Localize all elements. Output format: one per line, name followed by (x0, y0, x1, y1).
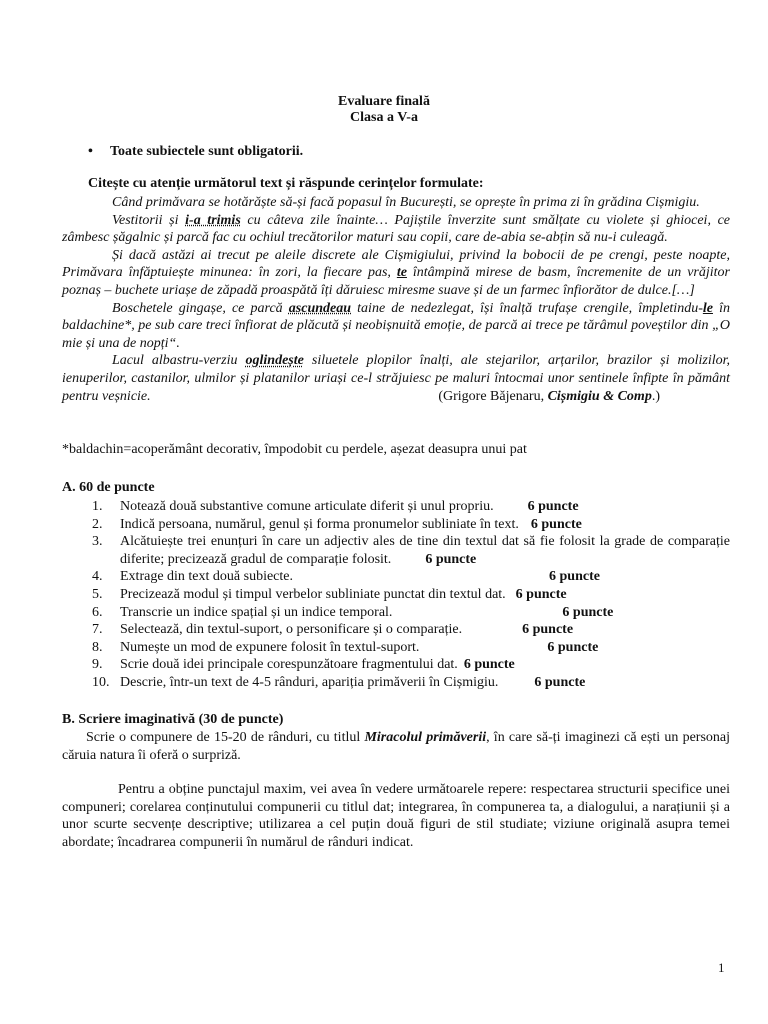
section-a-list (92, 498, 730, 692)
text-paragraph-5: Lacul albastru-verziu oglindește siluetele plopilor înalți, ale stejarilor, arțarilor, brazilor și molizilor, ienuperilor, castanilor, ulmilor și platanilor uriași ce-l străjuiesc pe maluri întocmai unor sentinele înfipte în pământ pentru veșnicie. (Grigore Băjenaru, Cișmigiu & Comp.) (62, 353, 730, 404)
text-paragraph-4: Boschetele gingașe, ce parcă ascundeau taine de nedezlegat, își înalță trufașe crengile, împletindu-le în baldachine*, pe sub care treci înfiorat de plăcută și neobișnuită emoție, de parcă ai trece pe tărâmul poveștilor din „O mie și una de nopți“. (62, 300, 730, 351)
underlined-verb: ascundeau (288, 300, 352, 316)
text-paragraph-2: Vestitorii și i-a trimis cu câteva zile înainte… Pajiștile înverzite sunt smălțate cu violete și ghiocei, ce zâmbesc șăgalnic și parcă fac cu ochiul trecătorilor maturi sau copii, care de-abia se-abțin să nu-i culeagă. (62, 212, 730, 246)
document-title: Evaluare finală (338, 94, 430, 109)
section-b-criteria: Pentru a obține punctajul maxim, vei avea în vedere următoarele repere: respectarea structurii specifice unei compuneri; corelarea conținutului compunerii cu titlul dat; integrarea, în compunerea ta, a dialogului, a narațiunii și a unor scurte secvențe descriptive; utilizarea a cel puțin două figuri de stil studiate; viziune originală asupra temei abordate; încadrarea compunerii în numărul de rânduri indicat. (62, 782, 730, 850)
text-paragraph-3: Și dacă astăzi ai trecut pe aleile discrete ale Cișmigiului, privind la bobocii de pe crengi, peste noapte, Primăvara înfăptuiește minunea: în zori, la fiecare pas, te întâmpină mirese de basm, încremenite de un vrăjitor poznaș – buchete uriașe de zăpadă proaspătă îți dăruiesc miresme suave și de un farmec înfiorător de dulce.[…] (62, 247, 730, 298)
reading-text (62, 194, 730, 405)
section-b-title: B. Scriere imaginativă (30 de puncte) (62, 712, 284, 727)
reading-instruction: Citește cu atenție următorul text și răspunde cerințelor formulate: (88, 176, 484, 191)
section-b-task: Scrie o compunere de 15-20 de rânduri, cu titlul Miracolul primăverii, în care să-ți imaginezi că ești un personaj căruia natura îi oferă o surpriză. (62, 730, 731, 763)
list-item: 5. Precizează modul și timpul verbelor subliniate punctat din textul dat. 6 puncte (92, 586, 567, 602)
class-label: Clasa a V-a (350, 110, 418, 125)
text-source: (Grigore Băjenaru, Cișmigiu & Comp.) (438, 388, 660, 404)
list-item: 4. Extrage din text două subiecte. 6 puncte (92, 569, 600, 585)
list-item: 9. Scrie două idei principale corespunzătoare fragmentului dat. 6 puncte (92, 657, 515, 673)
list-item: 8. Numește un mod de expunere folosit în textul-suport. 6 puncte (92, 639, 599, 655)
section-a-title: A. 60 de puncte (62, 480, 155, 495)
composition-title: Miracolul primăverii (364, 730, 487, 745)
list-item: 2. Indică persoana, numărul, genul și forma pronumelor subliniate în text. 6 puncte (92, 516, 582, 532)
list-item: 1. Notează două substantive comune articulate diferit și unul propriu. 6 puncte (92, 499, 579, 514)
bullet-text: Toate subiectele sunt obligatorii. (110, 144, 304, 159)
glossary-note: *baldachin=acoperământ decorativ, împodobit cu perdele, așezat deasupra unui pat (62, 442, 527, 457)
list-item: 3. Alcătuiește trei enunțuri în care un adjectiv ales de tine din textul dat să fie folosit la grade de comparație diferite; precizează gradul de comparație folosit. 6 puncte (92, 534, 730, 567)
underlined-pronoun: te (396, 265, 407, 281)
general-instruction (88, 144, 303, 160)
underlined-verb: i-a trimis (185, 212, 241, 228)
list-item: 10. Descrie, într-un text de 4-5 rânduri, apariția primăverii în Cișmigiu. 6 puncte (92, 674, 586, 690)
list-item: 6. Transcrie un indice spațial și un indice temporal. 6 puncte (92, 604, 614, 620)
underlined-pronoun: le (702, 300, 713, 316)
page-number: 1 (718, 960, 725, 975)
list-item: 7. Selectează, din textul-suport, o personificare și o comparație. 6 puncte (92, 622, 574, 638)
bullet-icon: • (88, 144, 93, 159)
text-paragraph-1: Când primăvara se hotărăște să-și facă popasul în București, se oprește în prima zi în grădina Cișmigiu. (112, 195, 700, 210)
underlined-verb: oglindește (245, 353, 304, 369)
